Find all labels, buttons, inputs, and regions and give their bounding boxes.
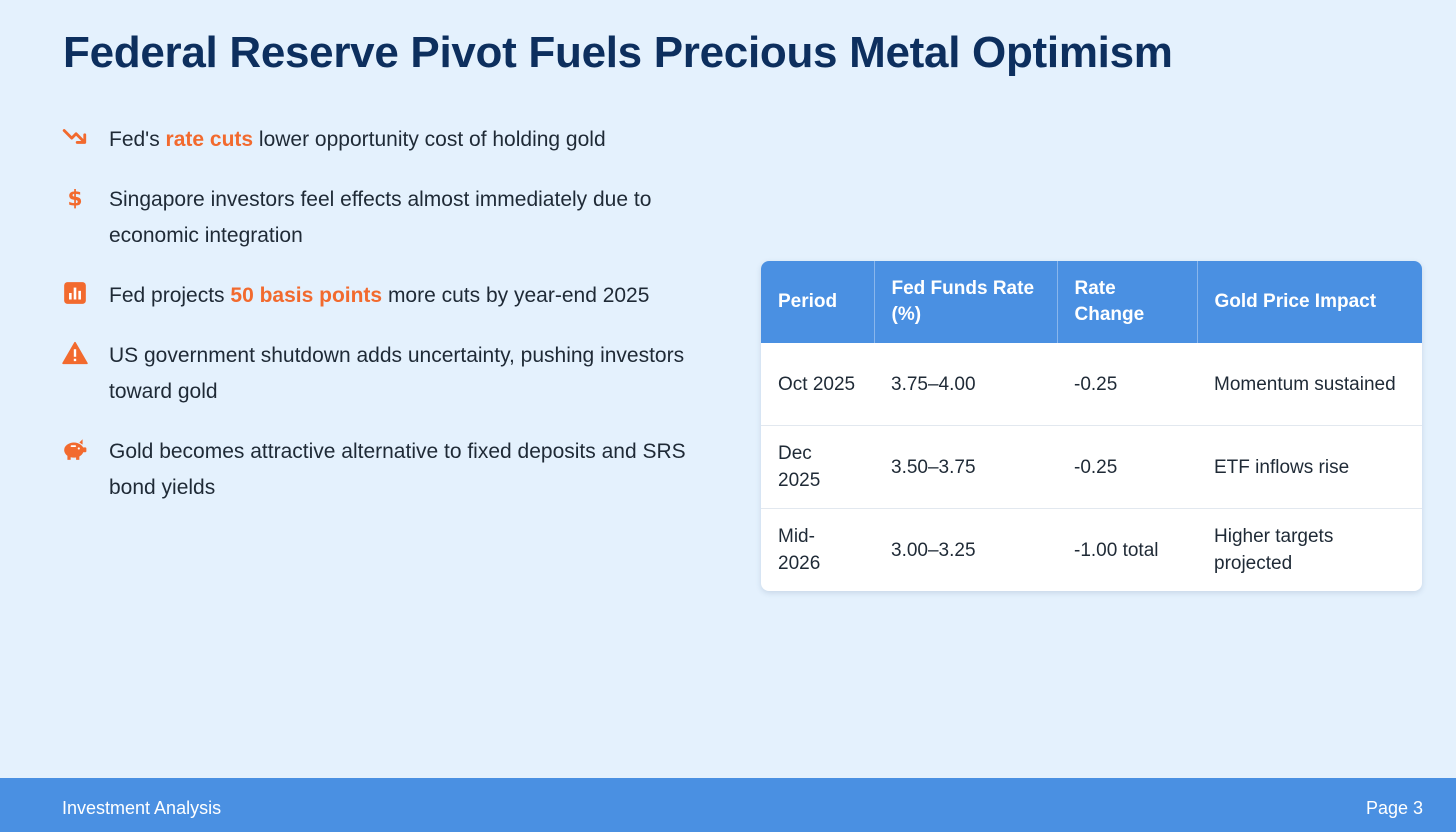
column-header: Gold Price Impact <box>1197 261 1422 343</box>
table-cell: -0.25 <box>1074 373 1118 395</box>
page-number: Page 3 <box>1365 798 1423 818</box>
table-cell: Oct 2025 <box>778 373 856 395</box>
table-cell: 3.50–3.75 <box>874 426 1057 509</box>
page-title: Federal Reserve Pivot Fuels Precious Metal Optimism <box>63 28 1173 77</box>
table-row <box>761 343 1422 426</box>
warning-icon <box>62 340 90 368</box>
bullet-item <box>62 278 732 314</box>
bullet-item <box>62 122 732 158</box>
rate-table-card <box>761 261 1422 591</box>
bullet-item <box>62 182 732 254</box>
footer-bar <box>0 778 1456 832</box>
column-header: Rate Change <box>1057 261 1197 343</box>
trending-down-icon <box>62 124 90 152</box>
dollar-icon <box>62 184 90 212</box>
column-header: Fed Funds Rate (%) <box>874 261 1057 343</box>
highlight-text: 50 basis points <box>230 284 383 307</box>
rate-table <box>761 261 1422 591</box>
highlight-text: rate cuts <box>165 128 254 151</box>
bullet-text: Fed's rate cuts lower opportunity cost of holding gold <box>109 128 606 151</box>
bullet-item <box>62 338 732 410</box>
footer-label: Investment Analysis <box>62 798 222 818</box>
table-row <box>761 426 1422 509</box>
bullet-text: US government shutdown adds uncertainty, pushing investors toward gold <box>109 344 685 403</box>
table-cell: -0.25 <box>1057 426 1197 509</box>
bar-chart-icon <box>62 280 90 308</box>
table-cell: 3.00–3.25 <box>874 509 1057 592</box>
table-cell: ETF inflows rise <box>1197 426 1422 509</box>
table-cell: Momentum sustained <box>1214 373 1396 395</box>
table-cell: -1.00 total <box>1057 509 1197 592</box>
piggy-bank-icon <box>62 436 90 464</box>
table-cell: Higher targets projected <box>1197 509 1422 592</box>
table-cell: Dec 2025 <box>761 426 874 509</box>
column-header: Period <box>761 261 874 343</box>
bullet-text: Gold becomes attractive alternative to fixed deposits and SRS bond yields <box>109 440 686 499</box>
svg-text:$: $ <box>67 186 83 210</box>
bullet-item <box>62 434 732 506</box>
bullet-text: Fed projects 50 basis points more cuts by year-end 2025 <box>109 284 650 307</box>
table-cell: Mid-2026 <box>761 509 874 592</box>
table-row <box>761 509 1422 592</box>
table-cell: 3.75–4.00 <box>891 373 976 395</box>
table-header-row <box>761 261 1422 343</box>
bullet-text: Singapore investors feel effects almost immediately due to economic integration <box>109 188 652 247</box>
